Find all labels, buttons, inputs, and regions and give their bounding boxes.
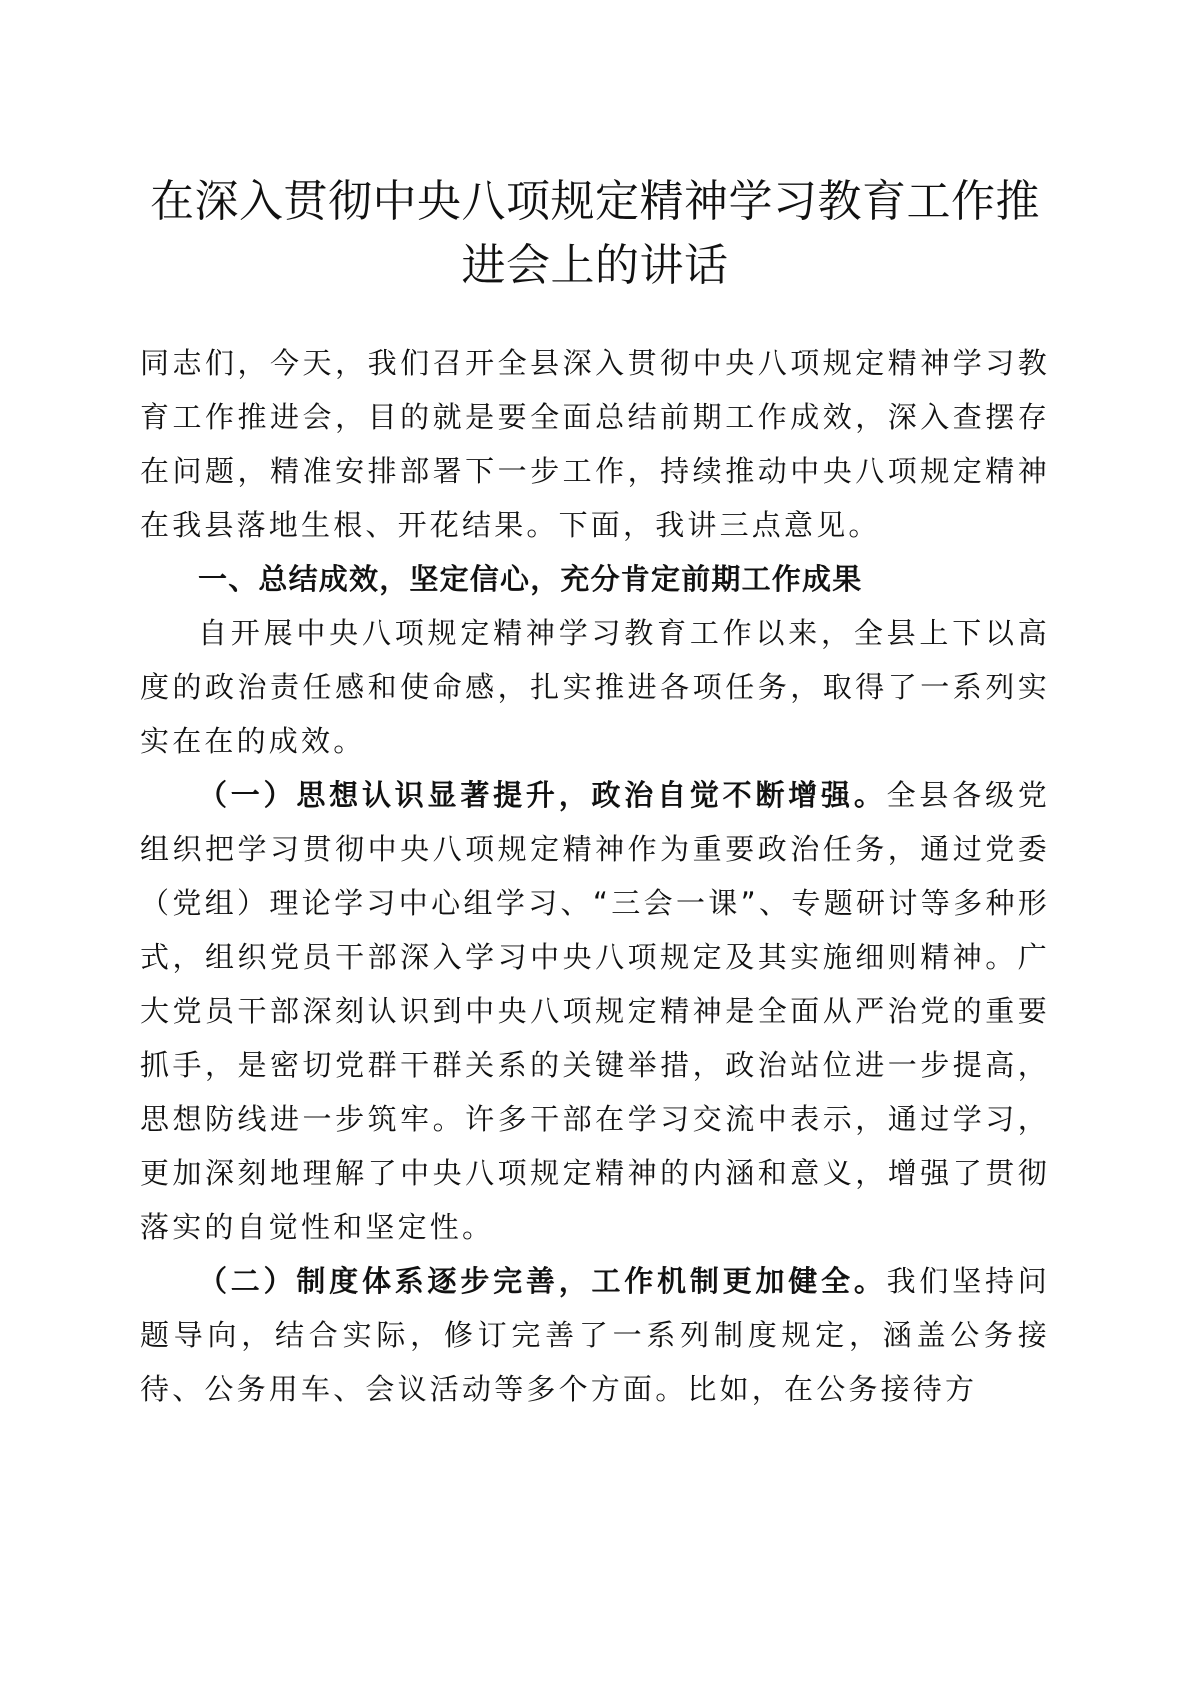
opening-paragraph: 同志们，今天，我们召开全县深入贯彻中央八项规定精神学习教育工作推进会，目的就是要全面总结前期工作成效，深入查摆存在问题，精准安排部署下一步工作，持续推动中央八项规定精神在我县落地生根、开花结果。下面，我讲三点意见。 [140, 346, 1050, 542]
subsection-2-paragraph [140, 1254, 1050, 1416]
document-title: 在深入贯彻中央八项规定精神学习教育工作推进会上的讲话 [150, 176, 1040, 291]
subsection-heading-2: （二）制度体系逐步完善，工作机制更加健全。 [198, 1264, 887, 1298]
subsection-1-paragraph [140, 768, 1050, 1254]
section-1-intro-paragraph: 自开展中央八项规定精神学习教育工作以来，全县上下以高度的政治责任感和使命感，扎实推进各项任务，取得了一系列实实在在的成效。 [140, 616, 1050, 758]
document-body [140, 336, 1050, 1416]
subsection-2-text: 我们坚持问题导向，结合实际，修订完善了一系列制度规定，涵盖公务接待、公务用车、会议活动等多个方面。比如，在公务接待方 [140, 1264, 1050, 1406]
subsection-1-text: 全县各级党组织把学习贯彻中央八项规定精神作为重要政治任务，通过党委（党组）理论学习中心组学习、“三会一课”、专题研讨等多种形式，组织党员干部深入学习中央八项规定及其实施细则精神。广大党员干部深刻认识到中央八项规定精神是全面从严治党的重要抓手，是密切党群干群关系的关键举措，政治站位进一步提高，思想防线进一步筑牢。许多干部在学习交流中表示，通过学习，更加深刻地理解了中央八项规定精神的内涵和意义，增强了贯彻落实的自觉性和坚定性。 [140, 778, 1050, 1244]
section-heading-1: 一、总结成效，坚定信心，充分肯定前期工作成果 [198, 562, 863, 596]
subsection-heading-1: （一）思想认识显著提升，政治自觉不断增强。 [198, 778, 887, 812]
